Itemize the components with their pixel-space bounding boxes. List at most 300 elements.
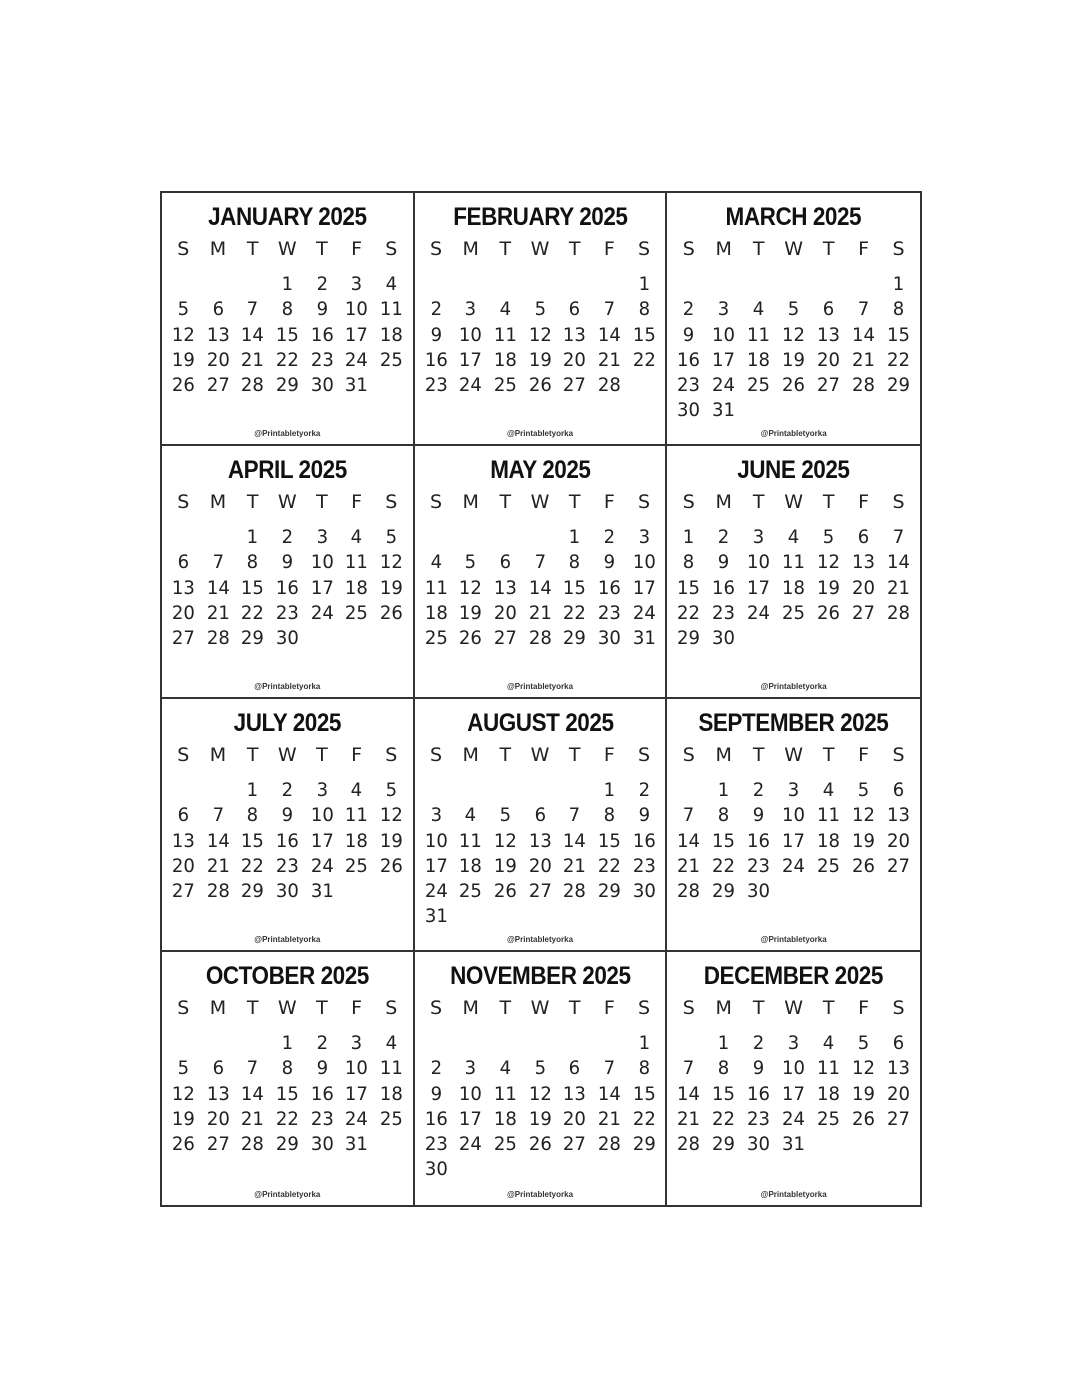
day-number: 19 [171,348,195,371]
day-number: 18 [345,576,369,599]
weekday-label: F [351,238,363,260]
month-title: JANUARY 2025 [208,203,367,231]
day-number: 5 [857,1032,870,1054]
day-number: 31 [345,1133,369,1156]
weekday-label: M [209,744,227,766]
day-number: 10 [459,323,483,346]
day-number: 14 [528,576,552,599]
day-number: 13 [206,323,230,346]
day-number: 5 [177,298,190,321]
empty-day [524,1031,557,1056]
day-number: 18 [379,1082,403,1105]
day-number: 16 [424,348,448,371]
month-title: MARCH 2025 [725,203,862,231]
empty-day [524,272,557,297]
weekday-label: T [499,238,512,260]
day-number: 20 [528,854,552,877]
day-number: 12 [782,323,806,346]
day-number: 4 [350,779,363,801]
month-title: MAY 2025 [489,456,591,484]
weekday-label: T [246,744,259,766]
day-number: 8 [638,298,650,321]
empty-day [524,778,557,803]
day-number: 28 [206,880,230,903]
month-title: OCTOBER 2025 [205,962,369,990]
date-grid [667,778,920,904]
day-number: 17 [712,348,736,371]
day-number: 24 [424,880,448,903]
day-number: 4 [464,804,477,827]
day-number: 29 [597,880,621,903]
day-number: 15 [241,829,265,852]
date-grid [667,1031,920,1157]
empty-day [420,525,453,550]
day-number: 30 [310,1133,334,1156]
day-number: 2 [683,298,695,321]
weekday-label: S [637,744,651,766]
day-number: 14 [241,1082,265,1105]
day-number: 27 [493,627,517,650]
day-number: 28 [887,601,911,624]
day-number: 21 [887,576,911,599]
day-number: 18 [493,348,517,371]
day-number: 27 [817,374,841,397]
day-number: 13 [887,804,911,827]
day-number: 17 [345,323,369,346]
day-number: 17 [310,576,334,599]
day-number: 5 [822,526,835,548]
day-number: 30 [677,399,701,422]
day-number: 10 [345,298,369,321]
weekday-label: M [715,238,732,260]
weekday-label: S [385,997,398,1019]
day-number: 3 [464,298,477,321]
day-number: 7 [568,804,581,827]
day-number: 22 [597,854,621,877]
day-number: 27 [563,374,587,397]
empty-day [454,272,487,297]
day-number: 11 [345,804,369,827]
weekday-label: S [682,491,695,513]
weekday-header [415,997,666,1019]
day-number: 5 [857,779,870,801]
weekday-label: S [177,491,190,513]
empty-day [202,525,235,550]
weekday-label: W [784,997,804,1019]
day-number: 25 [345,601,369,624]
day-number: 5 [464,551,477,574]
day-number: 30 [597,627,621,650]
day-number: 1 [638,273,650,295]
day-number: 3 [638,526,650,548]
day-number: 15 [632,323,656,346]
weekday-label: S [385,491,398,513]
empty-day [777,272,810,297]
weekday-label: T [822,744,835,766]
day-number: 15 [712,1082,736,1105]
day-number: 21 [206,854,230,877]
day-number: 23 [677,374,701,397]
day-number: 10 [782,804,806,827]
weekday-label: S [385,744,398,766]
month-panel [415,952,668,1205]
weekday-label: S [177,997,190,1019]
day-number: 4 [752,298,765,321]
month-title: JULY 2025 [233,709,341,737]
weekday-label: F [603,744,615,766]
day-number: 16 [597,576,621,599]
empty-day [167,272,200,297]
empty-day [707,272,740,297]
weekday-label: T [752,744,765,766]
day-number: 28 [528,627,552,650]
day-number: 12 [528,323,552,346]
day-number: 1 [246,779,259,801]
weekday-label: F [858,491,870,513]
day-number: 10 [310,551,334,574]
day-number: 6 [177,551,190,574]
day-number: 3 [752,526,765,548]
day-number: 7 [683,1057,695,1080]
weekday-label: F [858,744,870,766]
day-number: 3 [464,1057,477,1080]
day-number: 12 [171,323,195,346]
weekday-label: F [858,238,870,260]
weekday-label: T [246,997,259,1019]
day-number: 17 [345,1082,369,1105]
weekday-label: W [784,238,804,260]
empty-day [420,778,453,803]
empty-day [812,272,845,297]
day-number: 20 [852,576,876,599]
day-number: 9 [316,1057,328,1080]
empty-day [672,272,705,297]
weekday-label: S [637,238,651,260]
date-grid [415,525,666,651]
weekday-label: T [752,997,765,1019]
day-number: 18 [379,323,403,346]
day-number: 19 [817,576,841,599]
day-number: 19 [528,1107,552,1130]
date-grid [162,272,413,398]
day-number: 25 [379,348,403,371]
day-number: 22 [275,1107,299,1130]
weekday-label: T [568,491,581,513]
day-number: 30 [632,880,656,903]
day-number: 15 [275,323,299,346]
day-number: 3 [316,526,328,548]
day-number: 6 [568,298,581,321]
day-number: 12 [493,829,517,852]
day-number: 11 [379,1057,403,1080]
day-number: 22 [241,601,265,624]
day-number: 2 [316,273,328,295]
weekday-label: S [429,997,443,1019]
day-number: 18 [424,601,448,624]
day-number: 12 [459,576,483,599]
day-number: 27 [852,601,876,624]
empty-day [672,778,705,803]
weekday-label: T [752,491,765,513]
day-number: 5 [385,779,398,801]
day-number: 28 [677,880,701,903]
day-number: 5 [499,804,512,827]
day-number: 24 [310,854,334,877]
day-number: 23 [424,1133,448,1156]
day-number: 17 [310,829,334,852]
day-number: 13 [171,829,195,852]
day-number: 8 [246,551,259,574]
day-number: 28 [206,627,230,650]
day-number: 26 [852,1107,876,1130]
day-number: 17 [632,576,656,599]
day-number: 30 [310,374,334,397]
day-number: 15 [241,576,265,599]
day-number: 31 [424,905,448,928]
day-number: 4 [430,551,442,574]
weekday-header [162,744,413,766]
weekday-label: S [682,744,695,766]
day-number: 11 [747,323,771,346]
day-number: 28 [241,374,265,397]
day-number: 20 [887,829,911,852]
day-number: 27 [563,1133,587,1156]
day-number: 30 [424,1158,448,1181]
day-number: 7 [246,298,259,321]
month-panel [162,446,415,699]
day-number: 16 [712,576,736,599]
weekday-label: S [429,491,443,513]
weekday-header [667,238,920,260]
day-number: 14 [597,1082,621,1105]
day-number: 4 [499,1057,512,1080]
day-number: 13 [817,323,841,346]
day-number: 5 [177,1057,190,1080]
day-number: 14 [677,1082,701,1105]
day-number: 31 [782,1133,806,1156]
day-number: 25 [493,374,517,397]
day-number: 23 [424,374,448,397]
day-number: 16 [310,1082,334,1105]
day-number: 12 [528,1082,552,1105]
day-number: 12 [852,1057,876,1080]
day-number: 9 [316,298,328,321]
day-number: 22 [563,601,587,624]
day-number: 7 [857,298,870,321]
day-number: 18 [817,1082,841,1105]
month-panel [667,193,920,446]
day-number: 5 [385,526,398,548]
day-number: 23 [310,1107,334,1130]
day-number: 21 [852,348,876,371]
weekday-header [415,744,666,766]
empty-day [454,778,487,803]
watermark: @Printabletyorka [254,935,321,944]
day-number: 24 [459,1133,483,1156]
day-number: 2 [316,1032,328,1054]
empty-day [524,525,557,550]
weekday-label: W [784,744,804,766]
day-number: 20 [563,1107,587,1130]
month-title: SEPTEMBER 2025 [698,709,889,737]
day-number: 15 [275,1082,299,1105]
day-number: 11 [817,804,841,827]
day-number: 19 [379,829,403,852]
day-number: 3 [787,779,800,801]
watermark: @Printabletyorka [506,935,574,944]
weekday-label: F [603,997,615,1019]
day-number: 18 [782,576,806,599]
weekday-label: T [822,491,835,513]
empty-day [672,1031,705,1056]
day-number: 17 [459,1107,483,1130]
empty-day [489,778,522,803]
empty-day [420,1031,453,1056]
weekday-label: W [530,744,550,766]
day-number: 8 [568,551,581,574]
day-number: 23 [712,601,736,624]
weekday-header [667,744,920,766]
day-number: 15 [677,576,701,599]
day-number: 3 [350,273,363,295]
day-number: 26 [171,374,195,397]
day-number: 3 [718,298,730,321]
day-number: 13 [852,551,876,574]
day-number: 1 [281,1032,294,1054]
day-number: 29 [632,1133,656,1156]
day-number: 13 [563,323,587,346]
day-number: 22 [677,601,701,624]
watermark: @Printabletyorka [760,682,827,691]
weekday-header [162,491,413,513]
day-number: 27 [171,880,195,903]
weekday-label: W [530,997,550,1019]
month-panel [667,446,920,699]
day-number: 8 [718,804,730,827]
day-number: 24 [712,374,736,397]
weekday-label: M [209,491,227,513]
weekday-label: M [462,238,479,260]
day-number: 26 [528,374,552,397]
day-number: 30 [275,627,299,650]
day-number: 22 [712,1107,736,1130]
weekday-label: T [316,997,328,1019]
day-number: 10 [459,1082,483,1105]
day-number: 9 [752,804,765,827]
day-number: 7 [603,298,616,321]
weekday-label: F [603,238,615,260]
day-number: 1 [246,526,259,548]
weekday-label: W [277,238,297,260]
weekday-label: T [499,491,512,513]
day-number: 18 [459,854,483,877]
day-number: 23 [632,854,656,877]
day-number: 1 [603,779,616,801]
weekday-label: S [637,491,651,513]
day-number: 17 [747,576,771,599]
day-number: 26 [817,601,841,624]
month-panel [415,699,668,952]
day-number: 26 [379,854,403,877]
weekday-label: W [784,491,804,513]
day-number: 9 [752,1057,765,1080]
weekday-label: S [177,238,190,260]
day-number: 2 [718,526,730,548]
day-number: 27 [887,854,911,877]
day-number: 28 [597,374,621,397]
day-number: 11 [379,298,403,321]
empty-day [167,778,200,803]
day-number: 21 [241,1107,265,1130]
day-number: 16 [424,1107,448,1130]
day-number: 25 [459,880,483,903]
day-number: 16 [747,829,771,852]
watermark: @Printabletyorka [254,682,321,691]
day-number: 12 [817,551,841,574]
empty-day [236,272,269,297]
month-panel [415,193,668,446]
day-number: 21 [677,854,701,877]
day-number: 17 [782,1082,806,1105]
weekday-label: T [822,238,835,260]
day-number: 8 [638,1057,650,1080]
day-number: 8 [246,804,259,827]
day-number: 10 [712,323,736,346]
day-number: 5 [534,298,546,321]
month-title: NOVEMBER 2025 [449,962,631,990]
weekday-label: W [277,744,297,766]
day-number: 25 [782,601,806,624]
day-number: 11 [782,551,806,574]
weekday-label: F [858,997,870,1019]
weekday-label: W [277,491,297,513]
day-number: 29 [241,880,265,903]
weekday-label: T [499,744,512,766]
empty-day [236,1031,269,1056]
day-number: 19 [852,1082,876,1105]
day-number: 14 [206,829,230,852]
day-number: 2 [752,779,765,801]
day-number: 23 [747,1107,771,1130]
day-number: 19 [379,576,403,599]
day-number: 17 [424,854,448,877]
day-number: 20 [171,601,195,624]
empty-day [202,272,235,297]
date-grid [667,272,920,424]
day-number: 26 [528,1133,552,1156]
day-number: 9 [718,551,730,574]
day-number: 4 [499,298,512,321]
day-number: 8 [892,298,905,321]
weekday-label: W [277,997,297,1019]
day-number: 6 [822,298,835,321]
date-grid [162,778,413,904]
day-number: 2 [281,779,294,801]
month-title: FEBRUARY 2025 [452,203,628,231]
day-number: 2 [281,526,294,548]
empty-day [593,272,626,297]
weekday-label: M [462,744,479,766]
weekday-label: S [892,491,905,513]
day-number: 28 [563,880,587,903]
day-number: 28 [677,1133,701,1156]
day-number: 2 [603,526,616,548]
day-number: 9 [603,551,616,574]
day-number: 26 [171,1133,195,1156]
weekday-label: S [429,744,443,766]
empty-day [489,525,522,550]
weekday-label: F [603,491,615,513]
